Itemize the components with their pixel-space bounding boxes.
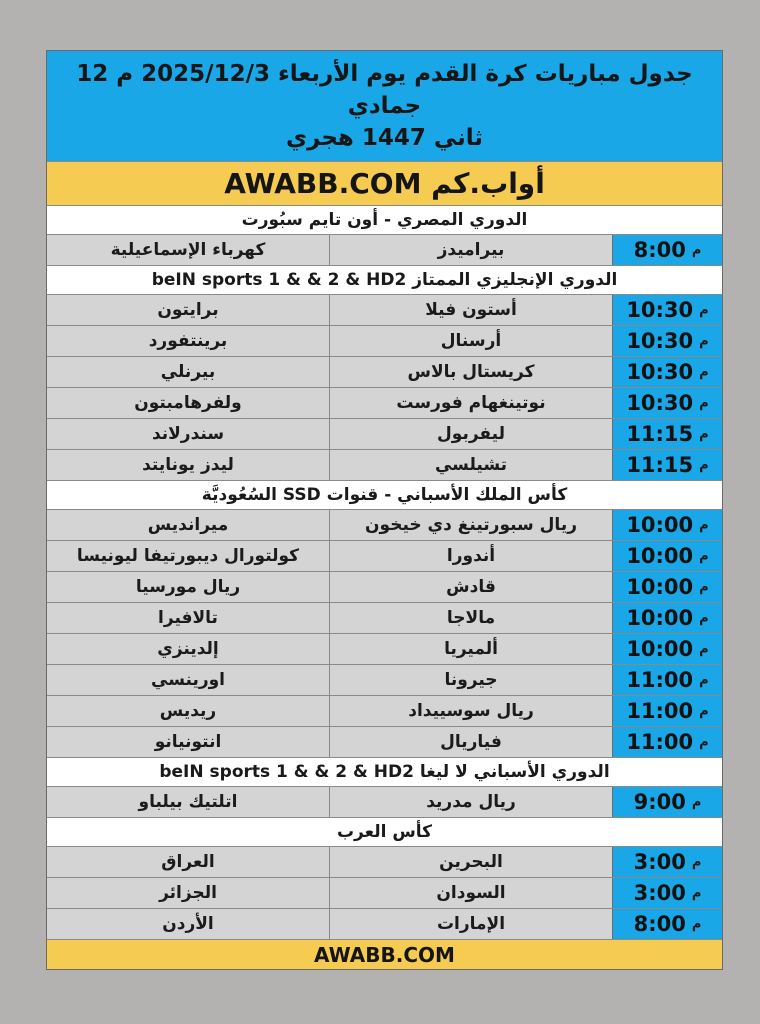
match-row bbox=[47, 541, 722, 572]
pm-label: م bbox=[691, 242, 702, 258]
pm-label: م bbox=[691, 854, 702, 870]
match-time-cell bbox=[612, 727, 722, 757]
away-team: برينتفورد bbox=[148, 331, 228, 351]
match-time: 11:00 bbox=[626, 668, 694, 692]
home-team: بيراميدز bbox=[329, 235, 612, 265]
home-team: أندورا bbox=[329, 541, 612, 571]
away-team: اتلتيك بيلباو bbox=[138, 792, 238, 812]
pm-label: م bbox=[699, 672, 709, 688]
match-row bbox=[47, 357, 722, 388]
match-time-cell bbox=[612, 634, 722, 664]
away-team: ريال مورسيا bbox=[135, 577, 241, 597]
match-time: 10:00 bbox=[626, 637, 694, 661]
match-time: 11:00 bbox=[626, 730, 694, 754]
away-team: الجزائر bbox=[159, 883, 217, 903]
brand-banner: أواب.كم AWABB.COM bbox=[47, 162, 722, 206]
match-time: 9:00 bbox=[633, 790, 686, 814]
home-team: ريال مدريد bbox=[329, 787, 612, 817]
home-team: فياريال bbox=[329, 727, 612, 757]
match-time-cell bbox=[612, 388, 722, 418]
pm-label: م bbox=[699, 610, 709, 626]
home-team: ألميريا bbox=[329, 634, 612, 664]
match-time: 10:00 bbox=[626, 544, 694, 568]
match-row bbox=[47, 450, 722, 481]
match-time-cell bbox=[612, 603, 722, 633]
home-team: السودان bbox=[329, 878, 612, 908]
match-time: 11:00 bbox=[626, 699, 694, 723]
pm-label: م bbox=[699, 734, 709, 750]
away-team: انتونيانو bbox=[154, 732, 222, 752]
home-team: الإمارات bbox=[329, 909, 612, 939]
title-line-2: ثاني 1447 هجري bbox=[285, 125, 484, 151]
home-team: أستون فيلا bbox=[329, 295, 612, 325]
away-team: كولتورال ديبورتيفا ليونيسا bbox=[76, 546, 300, 566]
away-team: اورينسي bbox=[151, 670, 226, 690]
away-team: الأردن bbox=[162, 914, 214, 934]
away-team: برايتون bbox=[157, 300, 219, 320]
match-time: 8:00 bbox=[633, 238, 686, 262]
pm-label: م bbox=[699, 641, 709, 657]
pm-label: م bbox=[699, 703, 709, 719]
match-time-cell bbox=[612, 572, 722, 602]
pm-label: م bbox=[691, 885, 702, 901]
pm-label: م bbox=[699, 364, 709, 380]
section-header: كأس الملك الأسباني - قنوات SSD السُعُوديَّة bbox=[47, 481, 722, 510]
match-time: 11:15 bbox=[626, 422, 694, 446]
match-row bbox=[47, 727, 722, 758]
home-team: قادش bbox=[329, 572, 612, 602]
match-time-cell bbox=[612, 787, 722, 817]
match-row bbox=[47, 665, 722, 696]
pm-label: م bbox=[691, 794, 702, 810]
match-time-cell bbox=[612, 510, 722, 540]
match-row bbox=[47, 634, 722, 665]
schedule-table bbox=[46, 50, 723, 970]
home-team: جيرونا bbox=[329, 665, 612, 695]
match-time-cell bbox=[612, 419, 722, 449]
title-line-1: جدول مباريات كرة القدم يوم الأربعاء 2025/12/3 م 12 جمادي bbox=[76, 61, 693, 119]
section-header: الدوري المصري - أون تايم سبُورت bbox=[47, 206, 722, 235]
match-time: 8:00 bbox=[633, 912, 686, 936]
match-row bbox=[47, 235, 722, 266]
match-row bbox=[47, 909, 722, 940]
section-header: كأس العرب bbox=[47, 818, 722, 847]
home-team: نوتينغهام فورست bbox=[329, 388, 612, 418]
match-row bbox=[47, 572, 722, 603]
pm-label: م bbox=[699, 333, 709, 349]
match-time: 10:30 bbox=[626, 298, 694, 322]
match-row bbox=[47, 696, 722, 727]
pm-label: م bbox=[699, 395, 709, 411]
match-time: 10:00 bbox=[626, 513, 694, 537]
home-team: ريال سوسييداد bbox=[329, 696, 612, 726]
match-row bbox=[47, 510, 722, 541]
match-row bbox=[47, 787, 722, 818]
match-time-cell bbox=[612, 357, 722, 387]
match-row bbox=[47, 326, 722, 357]
match-time: 3:00 bbox=[633, 850, 686, 874]
pm-label: م bbox=[699, 517, 709, 533]
match-row bbox=[47, 419, 722, 450]
match-time-cell bbox=[612, 696, 722, 726]
match-time: 11:15 bbox=[626, 453, 694, 477]
match-time-cell bbox=[612, 295, 722, 325]
sections-container bbox=[47, 206, 722, 940]
match-time: 10:00 bbox=[626, 575, 694, 599]
away-team: تالافيرا bbox=[158, 608, 218, 628]
match-time: 10:30 bbox=[626, 329, 694, 353]
match-time-cell bbox=[612, 450, 722, 480]
match-time-cell bbox=[612, 909, 722, 939]
away-team: إلدينزي bbox=[157, 639, 219, 659]
away-team: كهرباء الإسماعيلية bbox=[110, 240, 266, 260]
away-team: ريديس bbox=[159, 701, 217, 721]
match-row bbox=[47, 388, 722, 419]
home-team: كريستال بالاس bbox=[329, 357, 612, 387]
home-team: ريال سبورتينغ دي خيخون bbox=[329, 510, 612, 540]
section-header: الدوري الأسباني لا ليغا beIN sports 1 & & 2 & HD2 bbox=[47, 758, 722, 787]
home-team: ليفربول bbox=[329, 419, 612, 449]
away-team: سندرلاند bbox=[151, 424, 225, 444]
pm-label: م bbox=[699, 579, 709, 595]
pm-label: م bbox=[691, 916, 702, 932]
home-team: البحرين bbox=[329, 847, 612, 877]
match-time-cell bbox=[612, 541, 722, 571]
home-team: أرسنال bbox=[329, 326, 612, 356]
away-team: ولفرهامبتون bbox=[134, 393, 242, 413]
section-header: الدوري الإنجليزي الممتاز beIN sports 1 & & 2 & HD2 bbox=[47, 266, 722, 295]
home-team: تشيلسي bbox=[329, 450, 612, 480]
match-time: 10:30 bbox=[626, 360, 694, 384]
home-team: مالاجا bbox=[329, 603, 612, 633]
match-time-cell bbox=[612, 665, 722, 695]
match-time-cell bbox=[612, 847, 722, 877]
away-team: ميرانديس bbox=[147, 515, 229, 535]
pm-label: م bbox=[699, 548, 709, 564]
pm-label: م bbox=[699, 426, 709, 442]
title-banner bbox=[47, 51, 722, 162]
match-time: 10:00 bbox=[626, 606, 694, 630]
match-row bbox=[47, 295, 722, 326]
pm-label: م bbox=[699, 302, 709, 318]
pm-label: م bbox=[699, 457, 709, 473]
match-row bbox=[47, 878, 722, 909]
match-time-cell bbox=[612, 235, 722, 265]
match-row bbox=[47, 847, 722, 878]
match-time: 3:00 bbox=[633, 881, 686, 905]
match-time-cell bbox=[612, 326, 722, 356]
match-time-cell bbox=[612, 878, 722, 908]
away-team: العراق bbox=[161, 852, 215, 872]
match-time: 10:30 bbox=[626, 391, 694, 415]
away-team: بيرنلي bbox=[160, 362, 216, 382]
match-row bbox=[47, 603, 722, 634]
footer-brand: AWABB.COM bbox=[47, 940, 722, 969]
away-team: ليدز يونايتد bbox=[142, 455, 234, 475]
